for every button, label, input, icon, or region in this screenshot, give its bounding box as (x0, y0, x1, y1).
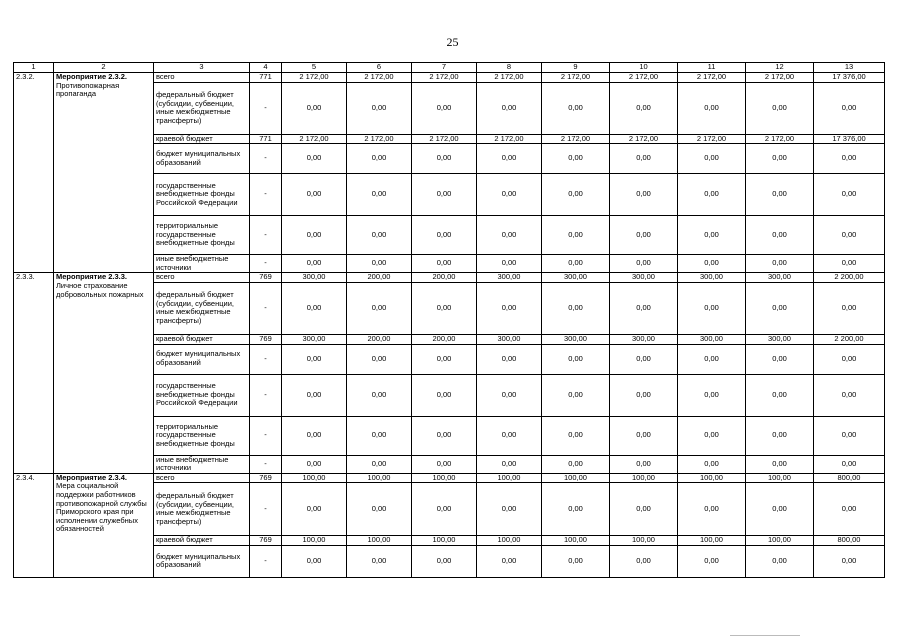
value-cell: 0,00 (412, 174, 477, 216)
header-cell: 7 (412, 63, 477, 73)
funding-source: федеральный бюджет (субсидии, субвенции, иные межбюджетные трансферты) (154, 282, 250, 334)
value-cell: 0,00 (412, 144, 477, 174)
value-cell: 0,00 (477, 82, 542, 134)
value-cell: 2 172,00 (412, 73, 477, 83)
funding-source: краевой бюджет (154, 536, 250, 546)
value-cell: 0,00 (282, 216, 347, 255)
funding-source: бюджет муниципальных образований (154, 344, 250, 374)
grbs-code: - (250, 344, 282, 374)
value-cell: 0,00 (282, 144, 347, 174)
value-cell: 100,00 (347, 473, 412, 483)
value-cell: 0,00 (347, 416, 412, 455)
value-cell: 300,00 (746, 273, 814, 283)
value-cell: 100,00 (412, 473, 477, 483)
value-cell: 100,00 (542, 473, 610, 483)
value-cell: 0,00 (412, 455, 477, 473)
grbs-code: - (250, 455, 282, 473)
value-cell: 17 376,00 (814, 73, 885, 83)
grbs-code: 771 (250, 134, 282, 144)
value-cell: 100,00 (610, 536, 678, 546)
value-cell: 0,00 (412, 483, 477, 536)
value-cell: 0,00 (542, 455, 610, 473)
value-cell: 0,00 (678, 174, 746, 216)
value-cell: 0,00 (610, 483, 678, 536)
value-cell: 100,00 (610, 473, 678, 483)
value-cell: 2 172,00 (477, 134, 542, 144)
value-cell: 0,00 (746, 282, 814, 334)
funding-source: всего (154, 473, 250, 483)
value-cell: 0,00 (610, 344, 678, 374)
funding-source: территориальные государственные внебюджетные фонды (154, 416, 250, 455)
value-cell: 0,00 (477, 144, 542, 174)
value-cell: 0,00 (542, 255, 610, 273)
value-cell: 0,00 (610, 216, 678, 255)
header-cell: 8 (477, 63, 542, 73)
value-cell: 0,00 (678, 144, 746, 174)
value-cell: 0,00 (477, 216, 542, 255)
value-cell: 0,00 (814, 545, 885, 577)
value-cell: 0,00 (282, 344, 347, 374)
value-cell: 0,00 (412, 282, 477, 334)
value-cell: 0,00 (678, 282, 746, 334)
value-cell: 800,00 (814, 473, 885, 483)
value-cell: 0,00 (678, 216, 746, 255)
funding-source: иные внебюджетные источники (154, 255, 250, 273)
value-cell: 0,00 (746, 216, 814, 255)
header-cell: 6 (347, 63, 412, 73)
value-cell: 0,00 (746, 255, 814, 273)
measure-code: 2.3.3. (14, 273, 54, 473)
value-cell: 2 172,00 (347, 134, 412, 144)
value-cell: 0,00 (282, 174, 347, 216)
grbs-code: - (250, 82, 282, 134)
value-cell: 100,00 (347, 536, 412, 546)
value-cell: 0,00 (477, 374, 542, 416)
header-cell: 5 (282, 63, 347, 73)
measure-name-cell (54, 273, 154, 473)
value-cell: 0,00 (542, 144, 610, 174)
value-cell: 0,00 (477, 545, 542, 577)
value-cell: 2 172,00 (610, 134, 678, 144)
value-cell: 100,00 (678, 536, 746, 546)
value-cell: 0,00 (746, 174, 814, 216)
value-cell: 200,00 (347, 273, 412, 283)
value-cell: 300,00 (542, 334, 610, 344)
value-cell: 0,00 (477, 255, 542, 273)
value-cell: 2 172,00 (678, 73, 746, 83)
value-cell: 100,00 (477, 473, 542, 483)
funding-source: иные внебюджетные источники (154, 455, 250, 473)
funding-source: государственные внебюджетные фонды Российской Федерации (154, 374, 250, 416)
value-cell: 0,00 (347, 144, 412, 174)
value-cell: 300,00 (678, 273, 746, 283)
value-cell: 0,00 (746, 545, 814, 577)
value-cell: 0,00 (542, 282, 610, 334)
budget-table (13, 62, 885, 578)
value-cell: 100,00 (477, 536, 542, 546)
measure-code: 2.3.4. (14, 473, 54, 577)
funding-source: краевой бюджет (154, 134, 250, 144)
value-cell: 0,00 (814, 216, 885, 255)
value-cell: 0,00 (282, 374, 347, 416)
grbs-code: - (250, 255, 282, 273)
value-cell: 2 172,00 (282, 134, 347, 144)
measure-description: Личное страхование добровольных пожарных (56, 280, 144, 299)
value-cell: 300,00 (610, 273, 678, 283)
value-cell: 0,00 (542, 374, 610, 416)
value-cell: 0,00 (678, 545, 746, 577)
value-cell: 0,00 (610, 545, 678, 577)
table-row (14, 273, 885, 283)
value-cell: 0,00 (477, 483, 542, 536)
header-cell: 3 (154, 63, 250, 73)
value-cell: 0,00 (814, 174, 885, 216)
measure-name-cell (54, 73, 154, 273)
value-cell: 0,00 (542, 216, 610, 255)
measure-title: Мероприятие 2.3.4. (56, 473, 127, 482)
value-cell: 0,00 (347, 282, 412, 334)
value-cell: 0,00 (412, 82, 477, 134)
value-cell: 300,00 (282, 273, 347, 283)
value-cell: 200,00 (347, 334, 412, 344)
grbs-code: - (250, 416, 282, 455)
value-cell: 0,00 (610, 455, 678, 473)
grbs-code: - (250, 174, 282, 216)
value-cell: 2 172,00 (542, 134, 610, 144)
value-cell: 0,00 (282, 255, 347, 273)
value-cell: 0,00 (814, 282, 885, 334)
value-cell: 0,00 (814, 255, 885, 273)
value-cell: 300,00 (542, 273, 610, 283)
value-cell: 0,00 (347, 455, 412, 473)
value-cell: 0,00 (347, 82, 412, 134)
value-cell: 200,00 (412, 334, 477, 344)
value-cell: 0,00 (814, 82, 885, 134)
value-cell: 0,00 (678, 344, 746, 374)
value-cell: 800,00 (814, 536, 885, 546)
header-cell: 1 (14, 63, 54, 73)
funding-source: территориальные государственные внебюджетные фонды (154, 216, 250, 255)
value-cell: 0,00 (610, 374, 678, 416)
value-cell: 0,00 (412, 374, 477, 416)
value-cell: 0,00 (477, 455, 542, 473)
grbs-code: 769 (250, 334, 282, 344)
value-cell: 0,00 (347, 344, 412, 374)
value-cell: 100,00 (746, 536, 814, 546)
grbs-code: 769 (250, 273, 282, 283)
value-cell: 300,00 (282, 334, 347, 344)
value-cell: 0,00 (746, 483, 814, 536)
measure-name-cell (54, 473, 154, 577)
value-cell: 0,00 (542, 545, 610, 577)
table-row (14, 73, 885, 83)
value-cell: 2 172,00 (610, 73, 678, 83)
value-cell: 0,00 (610, 416, 678, 455)
value-cell: 100,00 (282, 536, 347, 546)
funding-source: бюджет муниципальных образований (154, 545, 250, 577)
header-cell: 10 (610, 63, 678, 73)
measure-title: Мероприятие 2.3.3. (56, 272, 127, 282)
grbs-code: 769 (250, 473, 282, 483)
value-cell: 0,00 (814, 416, 885, 455)
value-cell: 0,00 (347, 545, 412, 577)
value-cell: 2 172,00 (282, 73, 347, 83)
value-cell: 100,00 (678, 473, 746, 483)
grbs-code: - (250, 483, 282, 536)
value-cell: 0,00 (814, 344, 885, 374)
funding-source: краевой бюджет (154, 334, 250, 344)
value-cell: 0,00 (347, 174, 412, 216)
value-cell: 0,00 (814, 483, 885, 536)
value-cell: 2 172,00 (542, 73, 610, 83)
value-cell: 0,00 (746, 144, 814, 174)
value-cell: 0,00 (610, 144, 678, 174)
header-row (14, 63, 885, 73)
value-cell: 0,00 (477, 174, 542, 216)
value-cell: 0,00 (542, 344, 610, 374)
value-cell: 0,00 (412, 255, 477, 273)
grbs-code: 769 (250, 536, 282, 546)
page-number: 25 (446, 35, 459, 49)
value-cell: 0,00 (347, 255, 412, 273)
value-cell: 0,00 (678, 255, 746, 273)
value-cell: 0,00 (412, 416, 477, 455)
value-cell: 300,00 (678, 334, 746, 344)
value-cell: 0,00 (746, 455, 814, 473)
value-cell: 0,00 (412, 545, 477, 577)
value-cell: 0,00 (282, 82, 347, 134)
value-cell: 2 172,00 (412, 134, 477, 144)
value-cell: 0,00 (610, 82, 678, 134)
value-cell: 0,00 (678, 483, 746, 536)
value-cell: 100,00 (542, 536, 610, 546)
header-cell: 12 (746, 63, 814, 73)
value-cell: 0,00 (542, 483, 610, 536)
value-cell: 0,00 (814, 144, 885, 174)
value-cell: 0,00 (542, 416, 610, 455)
value-cell: 0,00 (282, 483, 347, 536)
value-cell: 0,00 (746, 416, 814, 455)
funding-source: всего (154, 273, 250, 283)
grbs-code: - (250, 216, 282, 255)
grbs-code: - (250, 374, 282, 416)
value-cell: 0,00 (814, 455, 885, 473)
funding-source: всего (154, 73, 250, 83)
funding-source: федеральный бюджет (субсидии, субвенции, иные межбюджетные трансферты) (154, 483, 250, 536)
value-cell: 0,00 (347, 216, 412, 255)
value-cell: 100,00 (282, 473, 347, 483)
funding-source: государственные внебюджетные фонды Российской Федерации (154, 174, 250, 216)
grbs-code: - (250, 144, 282, 174)
grbs-code: - (250, 545, 282, 577)
measure-title: Мероприятие 2.3.2. (56, 72, 127, 81)
value-cell: 300,00 (477, 334, 542, 344)
value-cell: 0,00 (678, 82, 746, 134)
value-cell: 0,00 (282, 416, 347, 455)
value-cell: 0,00 (282, 545, 347, 577)
value-cell: 2 172,00 (678, 134, 746, 144)
value-cell: 0,00 (746, 344, 814, 374)
value-cell: 0,00 (477, 282, 542, 334)
value-cell: 0,00 (678, 374, 746, 416)
value-cell: 0,00 (347, 374, 412, 416)
value-cell: 100,00 (746, 473, 814, 483)
measure-description: Противопожарная пропаганда (56, 80, 120, 99)
header-cell: 2 (54, 63, 154, 73)
value-cell: 17 376,00 (814, 134, 885, 144)
value-cell: 0,00 (678, 455, 746, 473)
funding-source: бюджет муниципальных образований (154, 144, 250, 174)
value-cell: 0,00 (610, 282, 678, 334)
value-cell: 0,00 (542, 82, 610, 134)
value-cell: 2 172,00 (746, 73, 814, 83)
header-cell: 9 (542, 63, 610, 73)
grbs-code: 771 (250, 73, 282, 83)
value-cell: 2 172,00 (746, 134, 814, 144)
value-cell: 0,00 (746, 374, 814, 416)
scan-edge-line (730, 635, 800, 636)
grbs-code: - (250, 282, 282, 334)
value-cell: 0,00 (412, 344, 477, 374)
value-cell: 0,00 (678, 416, 746, 455)
value-cell: 0,00 (542, 174, 610, 216)
funding-source: федеральный бюджет (субсидии, субвенции, иные межбюджетные трансферты) (154, 82, 250, 134)
value-cell: 2 200,00 (814, 273, 885, 283)
value-cell: 0,00 (610, 255, 678, 273)
value-cell: 0,00 (477, 344, 542, 374)
measure-description: Мера социальной поддержки работников противопожарной службы Приморского края при исполнении служебных обязанностей (56, 481, 147, 534)
table-row (14, 473, 885, 483)
value-cell: 0,00 (814, 374, 885, 416)
value-cell: 2 200,00 (814, 334, 885, 344)
value-cell: 0,00 (477, 416, 542, 455)
value-cell: 300,00 (477, 273, 542, 283)
value-cell: 200,00 (412, 273, 477, 283)
value-cell: 2 172,00 (477, 73, 542, 83)
value-cell: 300,00 (610, 334, 678, 344)
value-cell: 0,00 (610, 174, 678, 216)
header-cell: 13 (814, 63, 885, 73)
value-cell: 100,00 (412, 536, 477, 546)
value-cell: 300,00 (746, 334, 814, 344)
value-cell: 0,00 (412, 216, 477, 255)
header-cell: 4 (250, 63, 282, 73)
value-cell: 0,00 (282, 455, 347, 473)
value-cell: 0,00 (282, 282, 347, 334)
value-cell: 0,00 (347, 483, 412, 536)
measure-code: 2.3.2. (14, 73, 54, 273)
value-cell: 0,00 (746, 82, 814, 134)
value-cell: 2 172,00 (347, 73, 412, 83)
header-cell: 11 (678, 63, 746, 73)
